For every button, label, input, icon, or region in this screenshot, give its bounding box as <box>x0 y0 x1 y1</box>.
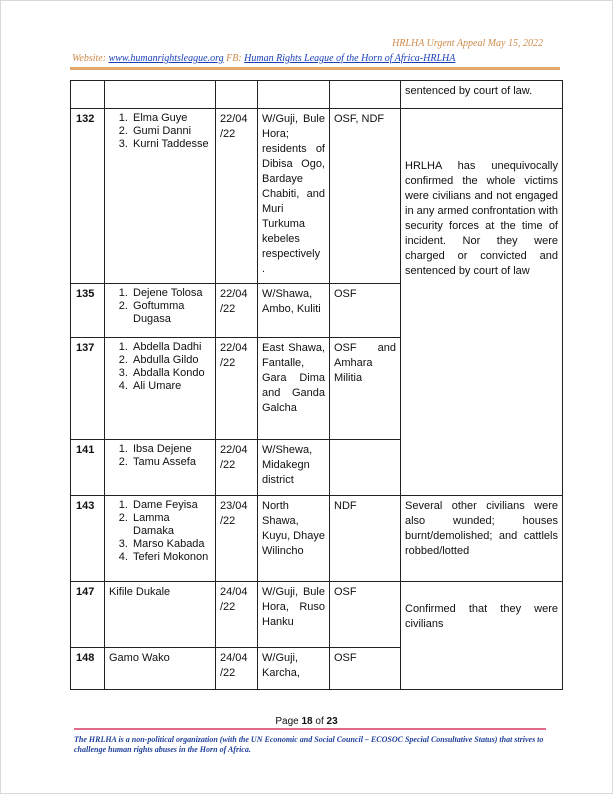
header-links <box>72 53 455 64</box>
incident-place: W/Shewa, Midakegn district <box>258 440 330 496</box>
incident-place: W/Guji, Karcha, <box>258 648 330 690</box>
incident-date: 22/04 /22 <box>216 284 258 338</box>
page-total: 23 <box>326 716 338 727</box>
incident-date: 24/04 /22 <box>216 648 258 690</box>
incident-place: W/Shawa, Ambo, Kuliti <box>258 284 330 338</box>
website-link[interactable]: www.humanrightsleague.org <box>108 53 224 64</box>
incident-date: 22/04 /22 <box>216 109 258 284</box>
victim-list <box>109 112 211 151</box>
case-number: 143 <box>71 496 105 582</box>
remark-1: HRLHA has unequivocally confirmed the whole victims were civilians and not engaged in any armed confrontation with security forces at the time of incident. Nor they were charged or convicted and sentenced by court of law <box>401 109 563 496</box>
footer-divider <box>74 728 546 730</box>
incident-place: W/Guji, Bule Hora, Ruso Hanku <box>258 582 330 648</box>
table-row <box>71 109 563 284</box>
victim-list <box>109 341 211 393</box>
victim-list <box>109 499 211 564</box>
page-number: Page 18 of 23 <box>275 716 338 727</box>
perpetrator: OSF, NDF <box>330 109 401 284</box>
victim-name: 3. Kurni Taddesse <box>131 138 211 151</box>
victim-name: 4. Teferi Mokonon <box>131 551 211 564</box>
incident-date: 23/04 /22 <box>216 496 258 582</box>
remark-2: Several other civilians were also wunded; houses burnt/demolished; and cattlels robbed/lotted <box>401 496 563 582</box>
victim-name: 3. Marso Kabada <box>131 538 211 551</box>
victims-table <box>70 80 563 690</box>
victim-name: 2. Goftumma Dugasa <box>131 300 211 326</box>
case-number: 137 <box>71 338 105 440</box>
incident-date: 24/04 /22 <box>216 582 258 648</box>
top-row-text: sentenced by court of law. <box>401 81 563 109</box>
perpetrator <box>330 440 401 496</box>
case-number: 148 <box>71 648 105 690</box>
incident-place: East Shawa, Fantalle, Gara Dima and Ganda Galcha <box>258 338 330 440</box>
victim-name: 2. Tamu Assefa <box>131 456 211 469</box>
website-label: Website: <box>72 53 107 64</box>
perpetrator: OSF <box>330 582 401 648</box>
case-number: 132 <box>71 109 105 284</box>
incident-date: 22/04 /22 <box>216 338 258 440</box>
table-row <box>71 496 563 582</box>
victim-list <box>109 287 211 326</box>
header-divider <box>70 67 560 70</box>
header-date-line: HRLHA Urgent Appeal May 15, 2022 <box>392 38 543 49</box>
victim-name: 1. Abdella Dadhi <box>131 341 211 354</box>
case-number: 135 <box>71 284 105 338</box>
victim-name: Kifile Dukale <box>105 582 216 648</box>
page-current: 18 <box>301 716 313 727</box>
victim-name: 1. Dame Feyisa <box>131 499 211 512</box>
table-row <box>71 81 563 109</box>
fb-link[interactable]: Human Rights League of the Horn of Africa-HRLHA <box>244 53 456 64</box>
remark-3: Confirmed that they were civilians <box>401 582 563 690</box>
victim-name: 1. Ibsa Dejene <box>131 443 211 456</box>
perpetrator: OSF <box>330 284 401 338</box>
case-number: 141 <box>71 440 105 496</box>
case-number: 147 <box>71 582 105 648</box>
incident-date: 22/04 /22 <box>216 440 258 496</box>
victim-name: 4. Ali Umare <box>131 380 211 393</box>
footer-note: The HRLHA is a non-political organization (with the UN Economic and Social Council – ECOSOC Special Consultative Status) that strives to challenge human rights abuses in the Horn of Africa. <box>74 735 544 754</box>
victim-name: 2. Gumi Danni <box>131 125 211 138</box>
victim-name: 1. Elma Guye <box>131 112 211 125</box>
perpetrator: NDF <box>330 496 401 582</box>
victim-list <box>109 443 211 469</box>
perpetrator: OSF and Amhara Militia <box>330 338 401 440</box>
incident-place: W/Guji, Bule Hora; residents of Dibisa Ogo, Bardaye Chabiti, and Muri Turkuma kebeles respectively . <box>258 109 330 284</box>
victim-name: 1. Dejene Tolosa <box>131 287 211 300</box>
table-row <box>71 582 563 648</box>
perpetrator: OSF <box>330 648 401 690</box>
incident-place: North Shawa, Kuyu, Dhaye Wilincho <box>258 496 330 582</box>
victim-name: 2. Abdulla Gildo <box>131 354 211 367</box>
fb-label: FB: <box>226 53 242 64</box>
victim-name: 3. Abdalla Kondo <box>131 367 211 380</box>
victim-name: Gamo Wako <box>105 648 216 690</box>
victim-name: 2. Lamma Damaka <box>131 512 211 538</box>
